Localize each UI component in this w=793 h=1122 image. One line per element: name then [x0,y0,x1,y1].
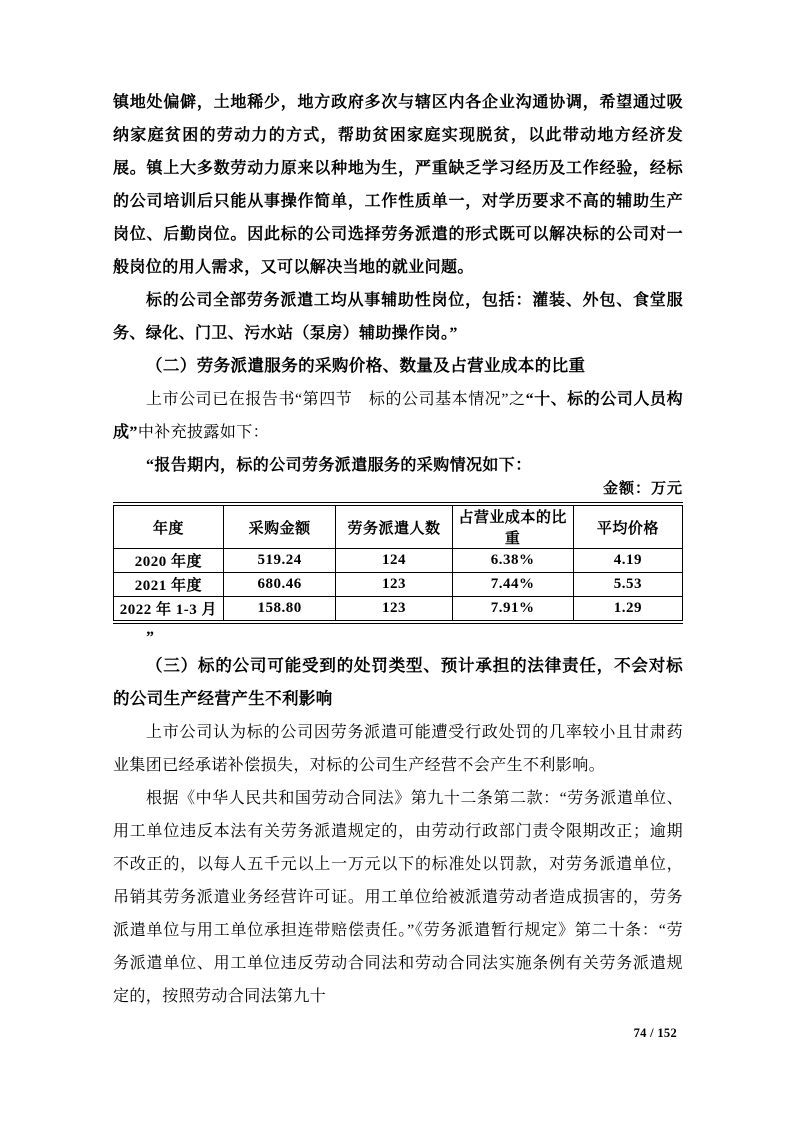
labor-dispatch-procurement-table [113,502,683,624]
table-cell: 1.29 [573,597,682,623]
paragraph-dispatch-positions: 标的公司全部劳务派遣工均从事辅助性岗位，包括：灌装、外包、食堂服务、绿化、门卫、污水站（泵房）辅助操作岗。” [113,292,683,342]
section-heading-2: （二）劳务派遣服务的采购价格、数量及占营业成本的比重 [146,357,586,375]
paragraph-quote-lead: “报告期内，标的公司劳务派遣服务的采购情况如下： [146,457,532,474]
paragraph-continuation: 镇地处偏僻，土地稀少，地方政府多次与辖区内各企业沟通协调，希望通过吸纳家庭贫困的劳动力的方式，帮助贫困家庭实现脱贫，以此带动地方经济发展。镇上大多数劳动力原来以种地为生，严重缺乏学习经历及工作经验，经标的公司培训后只能从事操作简单，工作性质单一，对学历要求不高的辅助生产岗位、后勤岗位。因此标的公司选择劳务派遣的形式既可以解决标的公司对一般岗位的用人需求，又可以解决当地的就业问题。 [113,94,683,276]
table-header-row [114,504,683,549]
table-cell: 123 [336,597,452,623]
table-cell: 6.38% [452,549,573,573]
disclosure-suffix-text: 中补充披露如下： [137,424,270,441]
table-cell: 123 [336,573,452,597]
disclosure-bold-reference: “十、标的公司人员构成” [113,391,683,441]
table-cell: 4.19 [573,549,682,573]
table-cell: 2022 年 1-3 月 [114,597,224,623]
table-row [114,549,683,573]
table-header-year: 年度 [114,504,224,549]
table-header-procurement-amount: 采购金额 [223,504,336,549]
table-cell: 2021 年度 [114,573,224,597]
paragraph-penalty-opinion: 上市公司认为标的公司因劳务派遣可能遭受行政处罚的几率较小且甘肃药业集团已经承诺补偿损失，对标的公司生产经营不会产生不利影响。 [113,724,683,774]
table-cell: 158.80 [223,597,336,623]
section-heading-3: （三）标的公司可能受到的处罚类型、预计承担的法律责任，不会对标的公司生产经营产生不利影响 [113,657,683,708]
table-header-cost-ratio: 占营业成本的比重 [452,504,573,549]
table-row [114,573,683,597]
paragraph-labor-law-citation: 根据《中华人民共和国劳动合同法》第九十二条第二款：“劳务派遣单位、用工单位违反本法有关劳务派遣规定的，由劳动行政部门责令限期改正；逾期不改正的，以每人五千元以上一万元以下的标准处以罚款，对劳务派遣单位，吊销其劳务派遣业务经营许可证。用工单位给被派遣劳动者造成损害的，劳务派遣单位与用工单位承担连带赔偿责任。”《劳务派遣暂行规定》第二十条：“劳务派遣单位、用工单位违反劳动合同法和劳动合同法实施条例有关劳务派遣规定的，按照劳动合同法第九十 [113,790,683,1005]
table-header-average-price: 平均价格 [573,504,682,549]
table-cell: 7.91% [452,597,573,623]
table-cell: 2020 年度 [114,549,224,573]
table-row [114,597,683,623]
page-number: 74 / 152 [633,1026,677,1040]
closing-quote-mark: ” [146,629,154,646]
paragraph-disclosure-reference [113,383,683,449]
table-cell: 7.44% [452,573,573,597]
table-cell: 680.46 [223,573,336,597]
table-header-dispatch-headcount: 劳务派遣人数 [336,504,452,549]
disclosure-prefix-text: 上市公司已在报告书“第四节 标的公司基本情况”之 [146,391,526,408]
table-cell: 519.24 [223,549,336,573]
table-unit-note: 金额：万元 [602,481,683,497]
table-cell: 124 [336,549,452,573]
table-cell: 5.53 [573,573,682,597]
